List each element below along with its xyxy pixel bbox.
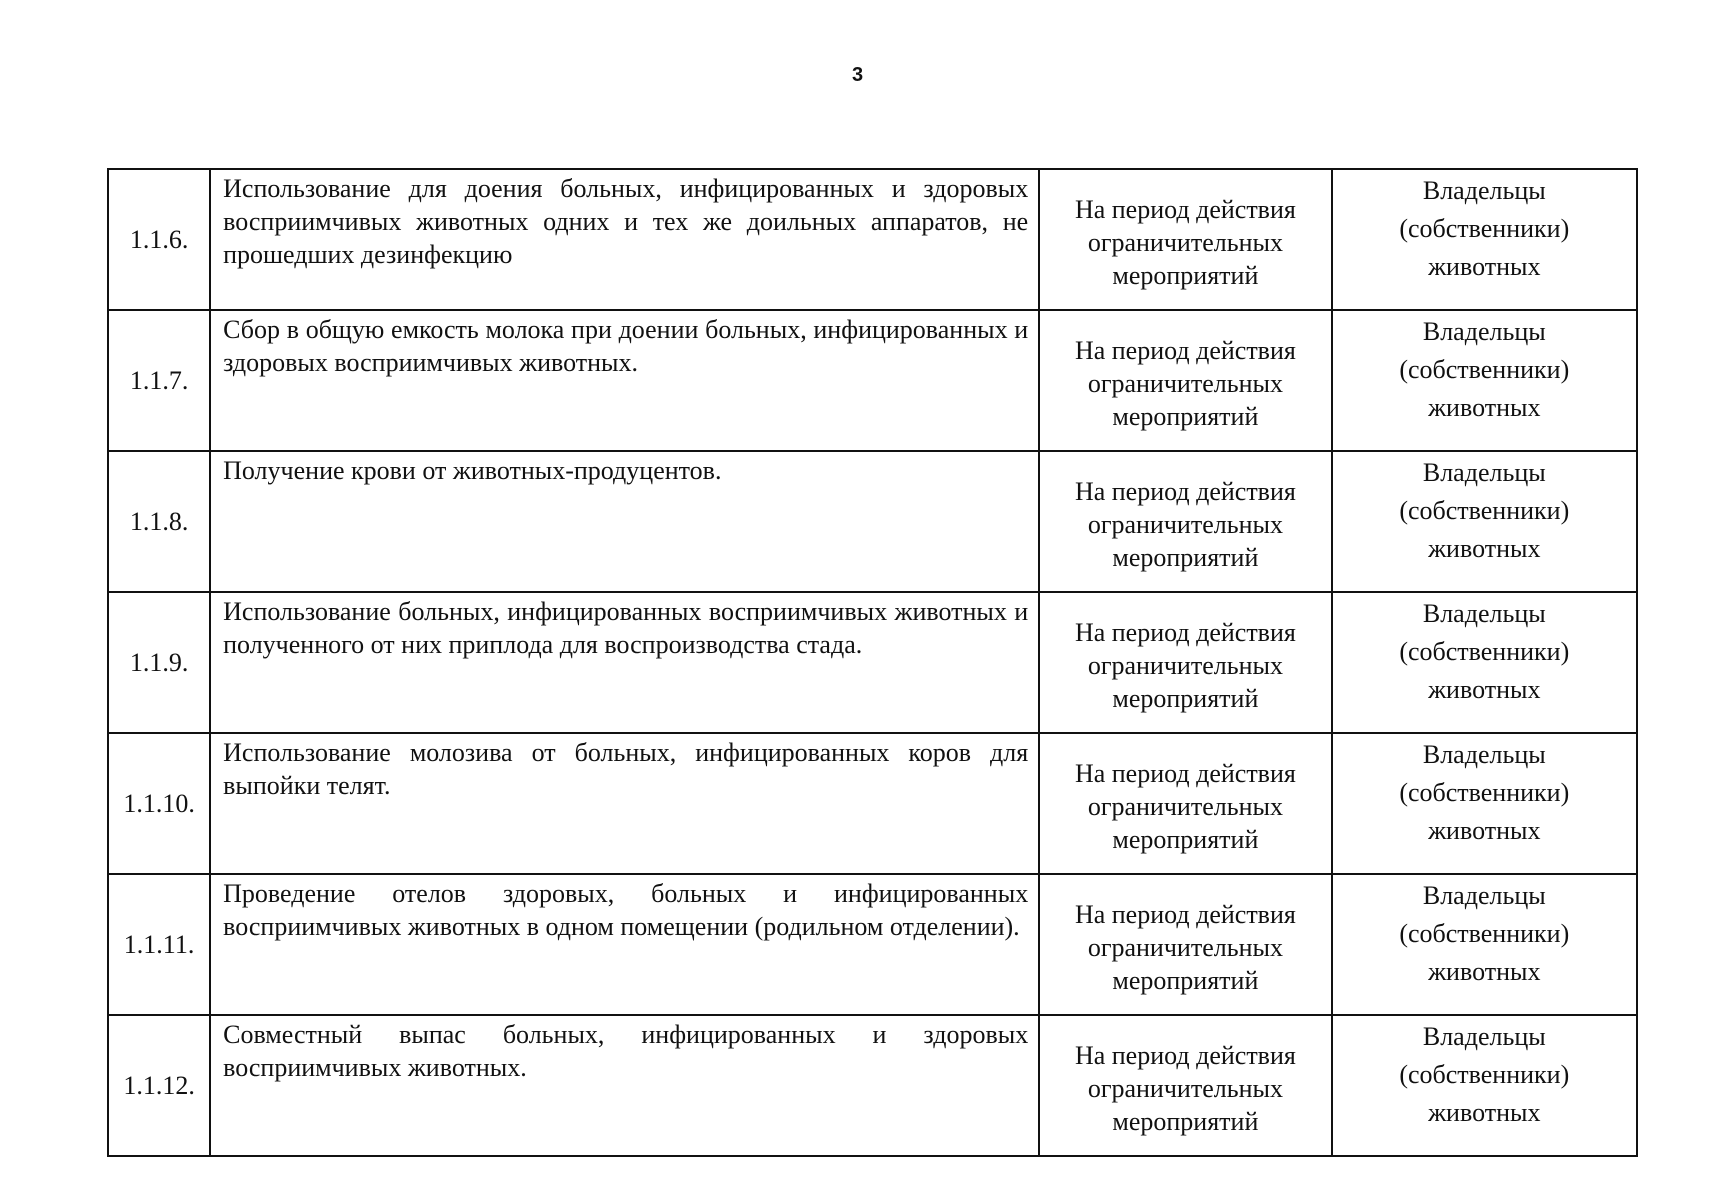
row-responsible <box>1332 169 1637 310</box>
responsible-line: (собственники) <box>1399 1060 1570 1089</box>
period-line: На период действия <box>1074 759 1296 788</box>
period-line: мероприятий <box>1112 261 1259 290</box>
row-description: Использование молозива от больных, инфицированных коров для выпойки телят. <box>210 733 1039 874</box>
responsible-line: животных <box>1428 816 1541 845</box>
row-number: 1.1.9. <box>108 592 210 733</box>
responsible-line: (собственники) <box>1399 355 1570 384</box>
responsible-line: Владельцы <box>1422 176 1546 205</box>
row-responsible <box>1332 592 1637 733</box>
responsible-line: животных <box>1428 534 1541 563</box>
row-period <box>1039 592 1331 733</box>
period-line: ограничительных <box>1087 792 1283 821</box>
responsible-line: Владельцы <box>1422 317 1546 346</box>
row-description: Использование больных, инфицированных восприимчивых животных и полученного от них приплода для воспроизводства стада. <box>210 592 1039 733</box>
responsible-line: Владельцы <box>1422 881 1546 910</box>
row-description: Проведение отелов здоровых, больных и инфицированных восприимчивых животных в одном помещении (родильном отделении). <box>210 874 1039 1015</box>
row-number: 1.1.10. <box>108 733 210 874</box>
row-responsible <box>1332 874 1637 1015</box>
row-period <box>1039 169 1331 310</box>
responsible-line: животных <box>1428 957 1541 986</box>
page-number: 3 <box>851 64 864 86</box>
row-period <box>1039 733 1331 874</box>
responsible-line: животных <box>1428 1098 1541 1127</box>
responsible-line: животных <box>1428 252 1541 281</box>
period-line: На период действия <box>1074 336 1296 365</box>
responsible-line: Владельцы <box>1422 458 1546 487</box>
table-row <box>108 451 1637 592</box>
row-number: 1.1.6. <box>108 169 210 310</box>
table-row <box>108 169 1637 310</box>
row-period <box>1039 451 1331 592</box>
row-description: Сбор в общую емкость молока при доении больных, инфицированных и здоровых восприимчивых животных. <box>210 310 1039 451</box>
row-period <box>1039 310 1331 451</box>
table-row <box>108 592 1637 733</box>
table-row <box>108 874 1637 1015</box>
period-line: ограничительных <box>1087 933 1283 962</box>
responsible-line: (собственники) <box>1399 637 1570 666</box>
period-line: ограничительных <box>1087 510 1283 539</box>
row-description: Получение крови от животных-продуцентов. <box>210 451 1039 592</box>
responsible-line: Владельцы <box>1422 599 1546 628</box>
table-row <box>108 310 1637 451</box>
row-number: 1.1.8. <box>108 451 210 592</box>
table-body <box>108 169 1637 1156</box>
period-line: На период действия <box>1074 1041 1296 1070</box>
responsible-line: животных <box>1428 393 1541 422</box>
table-row <box>108 733 1637 874</box>
period-line: мероприятий <box>1112 825 1259 854</box>
responsible-line: Владельцы <box>1422 740 1546 769</box>
responsible-line: Владельцы <box>1422 1022 1546 1051</box>
table-row <box>108 1015 1637 1156</box>
measures-table <box>107 168 1638 1157</box>
period-line: мероприятий <box>1112 684 1259 713</box>
row-responsible <box>1332 451 1637 592</box>
period-line: На период действия <box>1074 618 1296 647</box>
responsible-line: животных <box>1428 675 1541 704</box>
row-period <box>1039 1015 1331 1156</box>
row-period <box>1039 874 1331 1015</box>
period-line: ограничительных <box>1087 651 1283 680</box>
responsible-line: (собственники) <box>1399 919 1570 948</box>
period-line: мероприятий <box>1112 1107 1259 1136</box>
row-number: 1.1.11. <box>108 874 210 1015</box>
period-line: ограничительных <box>1087 1074 1283 1103</box>
row-responsible <box>1332 1015 1637 1156</box>
period-line: мероприятий <box>1112 966 1259 995</box>
row-responsible <box>1332 310 1637 451</box>
row-responsible <box>1332 733 1637 874</box>
row-number: 1.1.12. <box>108 1015 210 1156</box>
row-number: 1.1.7. <box>108 310 210 451</box>
period-line: ограничительных <box>1087 369 1283 398</box>
period-line: мероприятий <box>1112 543 1259 572</box>
responsible-line: (собственники) <box>1399 214 1570 243</box>
period-line: На период действия <box>1074 900 1296 929</box>
period-line: ограничительных <box>1087 228 1283 257</box>
responsible-line: (собственники) <box>1399 496 1570 525</box>
responsible-line: (собственники) <box>1399 778 1570 807</box>
period-line: На период действия <box>1074 195 1296 224</box>
period-line: мероприятий <box>1112 402 1259 431</box>
period-line: На период действия <box>1074 477 1296 506</box>
row-description: Использование для доения больных, инфицированных и здоровых восприимчивых животных одних и тех же доильных аппаратов, не прошедших дезинфекцию <box>210 169 1039 310</box>
row-description: Совместный выпас больных, инфицированных и здоровых восприимчивых животных. <box>210 1015 1039 1156</box>
